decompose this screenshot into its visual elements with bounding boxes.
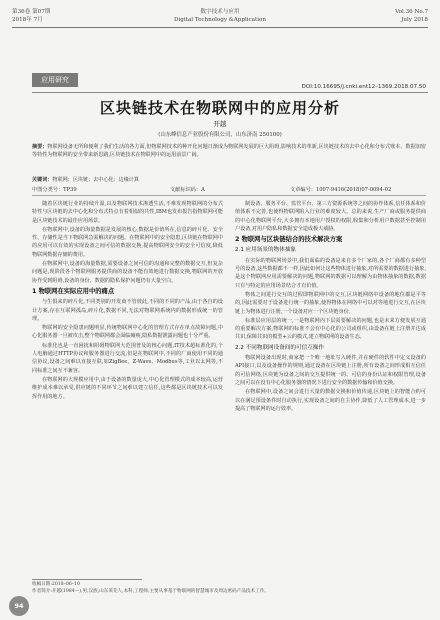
body-paragraph: 制设备、服务平台、监管平台、第三方资源系统等之间的协作体系,信任体系和价值体系不完善,也使得物联网陷入行业的难度较大。总的来说,生产厂商或服务提供商的中心化物联网平台,大多拥有本地用户授权的权限,收集和分析用户数据甚至控制用户设备,对用户隐私和数据安全造成极大威胁。 xyxy=(235,201,426,232)
abstract xyxy=(32,143,426,159)
section-heading: 2 物联网与区块链结合的技术解决方案 xyxy=(235,236,343,244)
body-right-column xyxy=(235,200,426,414)
received-date: 收稿日期:2018–06–10 xyxy=(32,582,80,587)
header-rule xyxy=(12,27,428,28)
body-left-column xyxy=(32,200,223,402)
footnote-rule xyxy=(32,579,142,580)
article-title: 区块链技术在物联网中的应用分析 xyxy=(99,99,340,117)
clc-number: 中图分类号：TP39 xyxy=(32,187,77,193)
author-bio: 作者简介:开越(1984—),男,汉族,山东莱芜人,本科,工程师,主要从事基于物联网的智慧城市及周边密码产品技术工作。 xyxy=(32,588,269,594)
keywords-text: 物联网；区块链；去中心化；边缘计算 xyxy=(52,177,139,183)
abstract-label: 摘要： xyxy=(32,144,48,150)
body-paragraph: 标准化也是一直困扰和阻碍物联网大范围普及的核心问题,IT技术超标准化的,个人电脑通过HTTP协议和服务器进行交流,但是在物联网中,不同的厂商使用不同的通信协议,设备之间难以直接互联,如ZigBee、Z-Wave、Modbus等,工业以太网等,不同标准之间互不兼容。 xyxy=(32,342,223,374)
page-number: 94 xyxy=(9,596,29,616)
doi-rule xyxy=(32,92,428,93)
section-heading: 2.2 不同物联网设备间的可信互操作 xyxy=(235,344,324,351)
journal-header xyxy=(12,8,428,32)
article-number: 文章编号：1007-9416(2018)07-0094-02 xyxy=(290,187,392,193)
header-volume-en: Vol.36 No.7 July 2018 xyxy=(395,9,428,23)
body-paragraph: 在物联网中,设备的海量数据是发展的核心,数据是价值所在,信息的碎片化、安全性、存储性是当下物联网急需解决的问题。在物联网中的安全隐患,区块链在物联网中的应用可以有效的实现设备之间可信的数据交换,提高物联网安全的安全可信度,降低物联网数据存储的费用。 xyxy=(32,226,223,258)
section-heading: 1 物联网在实际应用中的痛点 xyxy=(32,287,115,295)
keywords-label: 关键词： xyxy=(32,177,53,183)
abstract-text: 物联网设备无所和便利了我们生活的各方面,但物联网技术的种开化问题日渐成为物联网发展的巨大阻碍,影响技术的革新,区块链技术的去中心化和分布式账本、数据加密等特性为物联网的安全带来新思路,区块链技术在物联网中的运用前景广阔。 xyxy=(32,144,426,158)
body-paragraph: 在物联网中,设备之间会进行大量的数据交换和价值传递,区块链上的智能合约可以在满足预设条件时自动执行,实现设备之间的自主协作,降低了人工管理成本,进一步提高了物联网的运行效率。 xyxy=(235,389,426,412)
doi-text: DOI:10.16695/j.cnki.ent12–1369.2018.07.50 xyxy=(301,84,426,90)
author-name: 开越 xyxy=(213,120,227,128)
body-paragraph: 与生俱来的碎片化,不同类别的开发商不管彼此,不同的不同的产品,由于各自的设计方案,存在互联网孤岛,碎片化,数据不同,无法对物联网系统内的数据形成统一的管理。 xyxy=(32,299,223,322)
meta-rule xyxy=(32,195,426,196)
body-paragraph: 在实际的物联网场景中,我们面临的设备是来自多个厂家的,各个厂商都有多种型号的设备,这些数据都不一样,因此如何让这些物体进行抽象,对所需要的数据进行抽象,是这个物联网应用需要解决的问题,物联网的数据可以理解为由物体抽象的数据,数据只有与特定的应用场景结合才有价值。 xyxy=(235,257,426,289)
body-paragraph: 在物联网中,设备的海量数据,需要设备之间可信的沟通和完整的数据交互,但复杂问题是,现阶段各个物联网服务提供商的设备不能有效地进行数据交换,物联网的开放协作受到阻碍,设备的身份、数据的隐私保护问题仍有大量空白。 xyxy=(32,261,223,284)
author-affiliation: (山东峰信息产业股份有限公司，山东济南 250100) xyxy=(158,132,282,138)
body-paragraph: 物联网设备出现时,商家把一个唯一地址写入硬件,并在硬件的软件中定义设备的API接口,以及设备操作的规则,通过设备在区块链上注册,所有设备之间形成相互信任的可信网络,区块链为设备之间的交互提供统一的、可信的身份认证和权限管理,设备之间可以在没有中心化服务器的情况下进行安全的数据传输和价值交换。 xyxy=(235,355,426,386)
section-heading: 2.1 应用场景的物体抽象 xyxy=(235,247,297,254)
header-volume: 第36卷 第07期 2018年 7月 xyxy=(12,9,51,23)
body-paragraph: 物联网的安全隐患问题明显,传统物联网中心化的管理方式存在单点故障问题,中心化服务器一旦被攻击,整个物联网都会面临瘫痪,隐私数据泄露问题也十分严重。 xyxy=(32,325,223,340)
body-paragraph: 随着区块链行业的持续升温,以及物联网技术渗透生活,不难发现物联网的分布式特性与区块链的去中心化和分布式特点有着相似的共性,IBM也发布报告指物联网可能是区块链技术的最佳应用场景。 xyxy=(32,201,223,224)
document-code: 文献标识码：A xyxy=(170,187,205,193)
body-paragraph: 物体之间进行交互的过程即物联网中的交互,区块链网络中设备的地位都是平等的,因此需要对于设备进行统一的抽象,使得物体在网络中可以对等地进行交互,在区块链上为物体进行注册,一个设备对应一个区块链身份。 xyxy=(235,291,426,315)
body-paragraph: 标准层应用层的统一,一是物联网内下层需要解决的问题,也是未来方便发展互通的重要解决方案,物联网的标准不会有中心化的公司或组织,由设备在链上注册并达成共识,保障共识的模型+云的模式,建立物联网的设备生态。 xyxy=(235,317,426,341)
section-tag: 应用研究 xyxy=(32,73,78,87)
keywords xyxy=(32,176,426,183)
body-paragraph: 在物联网的大规模应用中,由于设备的数量庞大,中心化管理模式的成本较高,运营维护成本难以承受,供应链的不同环节之间难以建立信任,这些都是区块链技术可以发挥作用的地方。 xyxy=(32,376,223,400)
header-journal-name: 数字技术与应用 Digital Technology &Application xyxy=(173,9,266,23)
footnote xyxy=(32,582,426,595)
